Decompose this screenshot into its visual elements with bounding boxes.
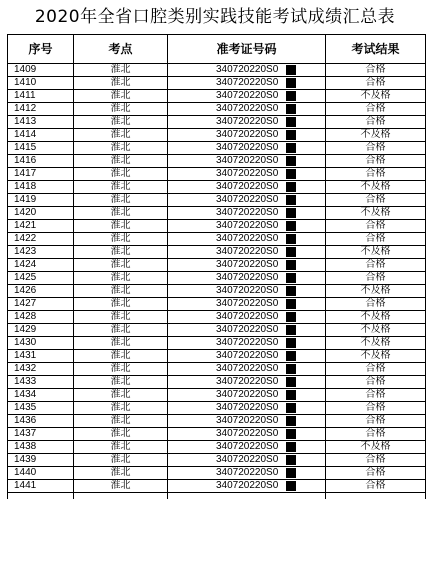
row-seq: 1434 [8, 389, 74, 402]
row-result: 不及格 [326, 441, 426, 454]
row-ticket [168, 363, 326, 376]
redaction-block [286, 351, 296, 361]
header-site: 考点 [74, 35, 168, 64]
row-seq: 1420 [8, 207, 74, 220]
row-seq: 1435 [8, 402, 74, 415]
row-seq: 1440 [8, 467, 74, 480]
row-seq: 1428 [8, 311, 74, 324]
row-ticket [168, 142, 326, 155]
table-row [8, 402, 426, 415]
row-seq: 1426 [8, 285, 74, 298]
row-site: 淮北 [74, 480, 168, 493]
row-result: 不及格 [326, 324, 426, 337]
redaction-block [286, 182, 296, 192]
table-row [8, 467, 426, 480]
row-ticket [168, 311, 326, 324]
row-ticket-number: 340720220S0 [216, 207, 279, 218]
row-site: 淮北 [74, 246, 168, 259]
row-result: 合格 [326, 402, 426, 415]
row-ticket-number: 340720220S0 [216, 311, 279, 322]
row-seq: 1441 [8, 480, 74, 493]
table-row [8, 428, 426, 441]
row-seq: 1436 [8, 415, 74, 428]
row-ticket-number: 340720220S0 [216, 402, 279, 413]
table-row [8, 90, 426, 103]
redaction-block [286, 338, 296, 348]
redaction-block [286, 377, 296, 387]
row-result: 不及格 [326, 311, 426, 324]
table-row [8, 480, 426, 493]
row-ticket [168, 155, 326, 168]
redaction-block [286, 325, 296, 335]
row-result: 合格 [326, 376, 426, 389]
row-result: 不及格 [326, 337, 426, 350]
row-ticket-number: 340720220S0 [216, 324, 279, 335]
row-seq: 1413 [8, 116, 74, 129]
row-ticket-number: 340720220S0 [216, 363, 279, 374]
row-site: 淮北 [74, 415, 168, 428]
row-result: 合格 [326, 259, 426, 272]
row-seq: 1431 [8, 350, 74, 363]
table-row [8, 129, 426, 142]
row-ticket-number: 340720220S0 [216, 428, 279, 439]
row-result: 合格 [326, 272, 426, 285]
cutoff-cell [326, 493, 426, 500]
row-site: 淮北 [74, 103, 168, 116]
row-ticket [168, 103, 326, 116]
row-ticket [168, 350, 326, 363]
redaction-block [286, 104, 296, 114]
row-ticket [168, 272, 326, 285]
redaction-block [286, 273, 296, 283]
redaction-block [286, 78, 296, 88]
row-result: 合格 [326, 363, 426, 376]
redaction-block [286, 91, 296, 101]
row-site: 淮北 [74, 155, 168, 168]
row-result: 合格 [326, 480, 426, 493]
row-ticket [168, 129, 326, 142]
table-row [8, 194, 426, 207]
row-ticket-number: 340720220S0 [216, 64, 279, 75]
row-site: 淮北 [74, 64, 168, 77]
row-site: 淮北 [74, 311, 168, 324]
table-row [8, 168, 426, 181]
row-ticket-number: 340720220S0 [216, 103, 279, 114]
redaction-block [286, 481, 296, 491]
row-site: 淮北 [74, 363, 168, 376]
row-seq: 1429 [8, 324, 74, 337]
row-seq: 1409 [8, 64, 74, 77]
redaction-block [286, 468, 296, 478]
row-site: 淮北 [74, 467, 168, 480]
row-ticket-number: 340720220S0 [216, 181, 279, 192]
redaction-block [286, 169, 296, 179]
row-site: 淮北 [74, 285, 168, 298]
row-ticket-number: 340720220S0 [216, 480, 279, 491]
table-row [8, 337, 426, 350]
row-seq: 1432 [8, 363, 74, 376]
redaction-block [286, 312, 296, 322]
redaction-block [286, 117, 296, 127]
table-row [8, 272, 426, 285]
redaction-block [286, 429, 296, 439]
row-result: 合格 [326, 298, 426, 311]
row-site: 淮北 [74, 181, 168, 194]
redaction-block [286, 130, 296, 140]
redaction-block [286, 221, 296, 231]
row-seq: 1438 [8, 441, 74, 454]
table-row [8, 220, 426, 233]
row-seq: 1439 [8, 454, 74, 467]
row-seq: 1423 [8, 246, 74, 259]
row-site: 淮北 [74, 116, 168, 129]
row-ticket [168, 116, 326, 129]
row-ticket-number: 340720220S0 [216, 376, 279, 387]
redaction-block [286, 208, 296, 218]
redaction-block [286, 143, 296, 153]
row-result: 不及格 [326, 207, 426, 220]
redaction-block [286, 195, 296, 205]
row-site: 淮北 [74, 194, 168, 207]
row-ticket-number: 340720220S0 [216, 246, 279, 257]
row-ticket-number: 340720220S0 [216, 168, 279, 179]
row-ticket-number: 340720220S0 [216, 350, 279, 361]
row-result: 不及格 [326, 90, 426, 103]
row-site: 淮北 [74, 376, 168, 389]
header-seq: 序号 [8, 35, 74, 64]
table-row [8, 233, 426, 246]
table-body [8, 64, 426, 500]
row-ticket [168, 415, 326, 428]
table-row [8, 142, 426, 155]
row-seq: 1430 [8, 337, 74, 350]
row-seq: 1427 [8, 298, 74, 311]
row-ticket [168, 90, 326, 103]
redaction-block [286, 247, 296, 257]
redaction-block [286, 390, 296, 400]
redaction-block [286, 299, 296, 309]
cutoff-cell [8, 493, 74, 500]
row-seq: 1411 [8, 90, 74, 103]
redaction-block [286, 65, 296, 75]
row-ticket [168, 194, 326, 207]
row-result: 合格 [326, 233, 426, 246]
row-ticket [168, 77, 326, 90]
row-result: 合格 [326, 168, 426, 181]
row-seq: 1418 [8, 181, 74, 194]
row-ticket-number: 340720220S0 [216, 389, 279, 400]
page-title: 2020年全省口腔类别实践技能考试成绩汇总表 [34, 7, 396, 27]
row-site: 淮北 [74, 389, 168, 402]
row-ticket [168, 220, 326, 233]
row-ticket [168, 168, 326, 181]
row-site: 淮北 [74, 272, 168, 285]
row-site: 淮北 [74, 90, 168, 103]
row-site: 淮北 [74, 77, 168, 90]
row-ticket [168, 64, 326, 77]
row-result: 合格 [326, 103, 426, 116]
row-seq: 1424 [8, 259, 74, 272]
row-ticket [168, 324, 326, 337]
row-site: 淮北 [74, 454, 168, 467]
row-ticket [168, 298, 326, 311]
row-seq: 1416 [8, 155, 74, 168]
row-ticket-number: 340720220S0 [216, 220, 279, 231]
row-ticket [168, 441, 326, 454]
row-ticket [168, 428, 326, 441]
table-row [8, 454, 426, 467]
row-site: 淮北 [74, 129, 168, 142]
redaction-block [286, 234, 296, 244]
header-ticket: 准考证号码 [168, 35, 326, 64]
row-ticket-number: 340720220S0 [216, 415, 279, 426]
table-row [8, 298, 426, 311]
row-ticket [168, 480, 326, 493]
table-row [8, 311, 426, 324]
row-result: 不及格 [326, 246, 426, 259]
table-row [8, 324, 426, 337]
table-row [8, 363, 426, 376]
row-site: 淮北 [74, 350, 168, 363]
row-result: 合格 [326, 77, 426, 90]
row-result: 合格 [326, 194, 426, 207]
row-ticket-number: 340720220S0 [216, 155, 279, 166]
row-ticket [168, 402, 326, 415]
row-ticket-number: 340720220S0 [216, 259, 279, 270]
row-ticket-number: 340720220S0 [216, 194, 279, 205]
row-result: 合格 [326, 454, 426, 467]
row-site: 淮北 [74, 402, 168, 415]
row-site: 淮北 [74, 142, 168, 155]
row-seq: 1414 [8, 129, 74, 142]
row-result: 不及格 [326, 350, 426, 363]
row-ticket [168, 337, 326, 350]
row-ticket-number: 340720220S0 [216, 129, 279, 140]
row-seq: 1437 [8, 428, 74, 441]
table-row [8, 350, 426, 363]
row-result: 合格 [326, 155, 426, 168]
table-row [8, 441, 426, 454]
row-seq: 1421 [8, 220, 74, 233]
table-row [8, 181, 426, 194]
row-site: 淮北 [74, 298, 168, 311]
table-row-cutoff [8, 493, 426, 500]
redaction-block [286, 403, 296, 413]
row-ticket-number: 340720220S0 [216, 142, 279, 153]
table-row [8, 116, 426, 129]
row-result: 不及格 [326, 285, 426, 298]
row-site: 淮北 [74, 428, 168, 441]
table-row [8, 207, 426, 220]
row-ticket [168, 285, 326, 298]
row-result: 合格 [326, 116, 426, 129]
row-result: 不及格 [326, 181, 426, 194]
row-ticket [168, 467, 326, 480]
row-result: 合格 [326, 415, 426, 428]
row-ticket-number: 340720220S0 [216, 337, 279, 348]
row-seq: 1415 [8, 142, 74, 155]
row-site: 淮北 [74, 207, 168, 220]
row-ticket-number: 340720220S0 [216, 298, 279, 309]
row-seq: 1410 [8, 77, 74, 90]
row-ticket [168, 259, 326, 272]
row-seq: 1425 [8, 272, 74, 285]
redaction-block [286, 156, 296, 166]
row-seq: 1417 [8, 168, 74, 181]
row-ticket-number: 340720220S0 [216, 441, 279, 452]
row-result: 不及格 [326, 129, 426, 142]
results-table [7, 34, 426, 499]
cutoff-cell [74, 493, 168, 500]
row-seq: 1419 [8, 194, 74, 207]
table-row [8, 246, 426, 259]
row-ticket [168, 207, 326, 220]
row-ticket [168, 181, 326, 194]
row-result: 合格 [326, 220, 426, 233]
table-row [8, 64, 426, 77]
redaction-block [286, 286, 296, 296]
table-row [8, 77, 426, 90]
table-row [8, 259, 426, 272]
cutoff-cell [168, 493, 326, 500]
redaction-block [286, 455, 296, 465]
row-site: 淮北 [74, 324, 168, 337]
row-ticket-number: 340720220S0 [216, 233, 279, 244]
row-ticket [168, 246, 326, 259]
row-result: 合格 [326, 142, 426, 155]
redaction-block [286, 364, 296, 374]
row-seq: 1412 [8, 103, 74, 116]
row-result: 合格 [326, 389, 426, 402]
table-row [8, 389, 426, 402]
header-row [8, 35, 426, 64]
row-ticket-number: 340720220S0 [216, 285, 279, 296]
table-row [8, 285, 426, 298]
row-ticket-number: 340720220S0 [216, 467, 279, 478]
row-site: 淮北 [74, 220, 168, 233]
row-site: 淮北 [74, 259, 168, 272]
redaction-block [286, 442, 296, 452]
redaction-block [286, 416, 296, 426]
table-row [8, 415, 426, 428]
row-ticket [168, 389, 326, 402]
row-ticket [168, 233, 326, 246]
row-ticket-number: 340720220S0 [216, 116, 279, 127]
row-ticket [168, 376, 326, 389]
row-ticket-number: 340720220S0 [216, 454, 279, 465]
table-row [8, 376, 426, 389]
row-site: 淮北 [74, 168, 168, 181]
row-ticket-number: 340720220S0 [216, 77, 279, 88]
row-result: 合格 [326, 428, 426, 441]
row-site: 淮北 [74, 233, 168, 246]
row-site: 淮北 [74, 337, 168, 350]
row-ticket-number: 340720220S0 [216, 272, 279, 283]
redaction-block [286, 260, 296, 270]
row-ticket [168, 454, 326, 467]
row-ticket-number: 340720220S0 [216, 90, 279, 101]
row-result: 合格 [326, 64, 426, 77]
row-seq: 1433 [8, 376, 74, 389]
header-result: 考试结果 [326, 35, 426, 64]
table-row [8, 103, 426, 116]
table-row [8, 155, 426, 168]
row-seq: 1422 [8, 233, 74, 246]
row-result: 合格 [326, 467, 426, 480]
row-site: 淮北 [74, 441, 168, 454]
table-header [8, 35, 426, 64]
